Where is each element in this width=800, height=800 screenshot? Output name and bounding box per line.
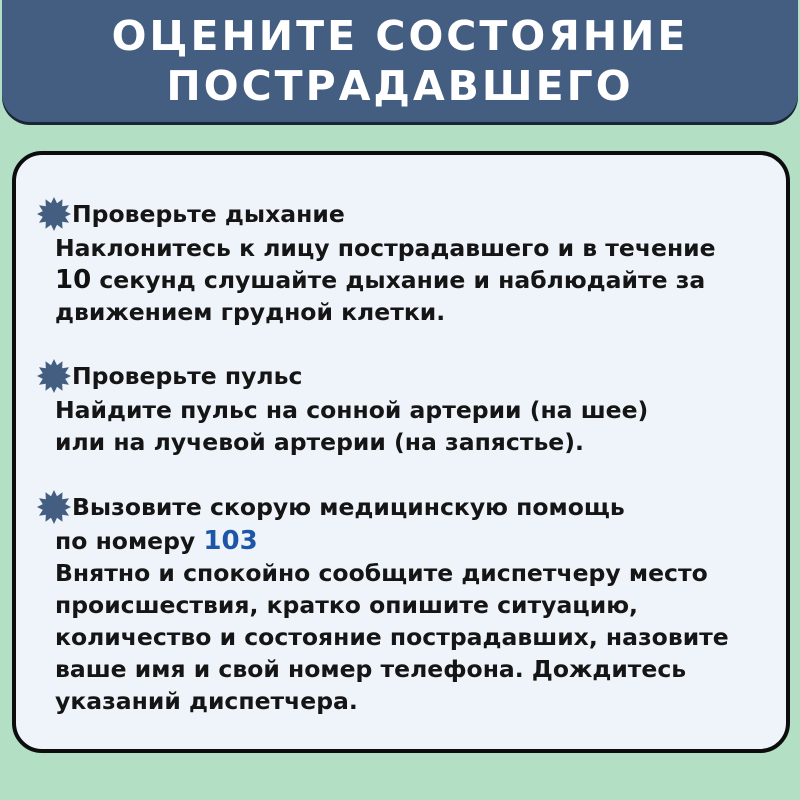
section-pulse	[38, 358, 778, 458]
section-breathing-text-line-2	[38, 264, 778, 296]
section-call-text-line-3: количество и состояние пострадавших, назовите	[55, 623, 729, 651]
section-breathing-heading	[38, 196, 778, 232]
section-call-number-prefix: по номеру	[55, 527, 204, 555]
section-call-title: Вызовите скорую медицинскую помощь	[72, 493, 625, 521]
section-call-text-line-4: ваше имя и свой номер телефона. Дождитесь	[55, 655, 687, 683]
starburst-icon	[36, 358, 72, 394]
starburst-icon	[36, 489, 72, 525]
section-breathing	[38, 196, 778, 328]
header-banner	[2, 0, 798, 122]
section-pulse-heading	[38, 358, 778, 394]
section-breathing-text-line-1: Наклонитесь к лицу пострадавшего и в течение	[55, 234, 716, 262]
section-call-number-line	[38, 525, 778, 557]
section-call-heading	[38, 489, 778, 525]
page-title-line-1: ОЦЕНИТЕ СОСТОЯНИЕ	[111, 12, 689, 60]
section-pulse-title: Проверьте пульс	[72, 362, 303, 390]
section-pulse-text-line-1: Найдите пульс на сонной артерии (на шее)	[55, 396, 649, 424]
section-call-text-line-1: Внятно и спокойно сообщите диспетчеру место	[55, 559, 708, 587]
section-breathing-text-line-3: движением грудной клетки.	[55, 298, 446, 326]
section-breathing-title: Проверьте дыхание	[72, 200, 345, 228]
section-call-ambulance	[38, 489, 778, 717]
seconds-number: 10	[55, 265, 92, 295]
page-title-line-2: ПОСТРАДАВШЕГО	[166, 62, 634, 110]
section-pulse-text-line-2: или на лучевой артерии (на запястье).	[55, 428, 584, 456]
ambulance-phone-number: 103	[203, 526, 258, 556]
instructions-card	[12, 151, 790, 753]
section-call-text-line-2: происшествия, кратко опишите ситуацию,	[55, 591, 638, 619]
section-breathing-text-line-2-rest: секунд слушайте дыхание и наблюдайте за	[91, 266, 706, 294]
section-call-text-line-5: указаний диспетчера.	[55, 687, 358, 715]
starburst-icon	[36, 196, 72, 232]
